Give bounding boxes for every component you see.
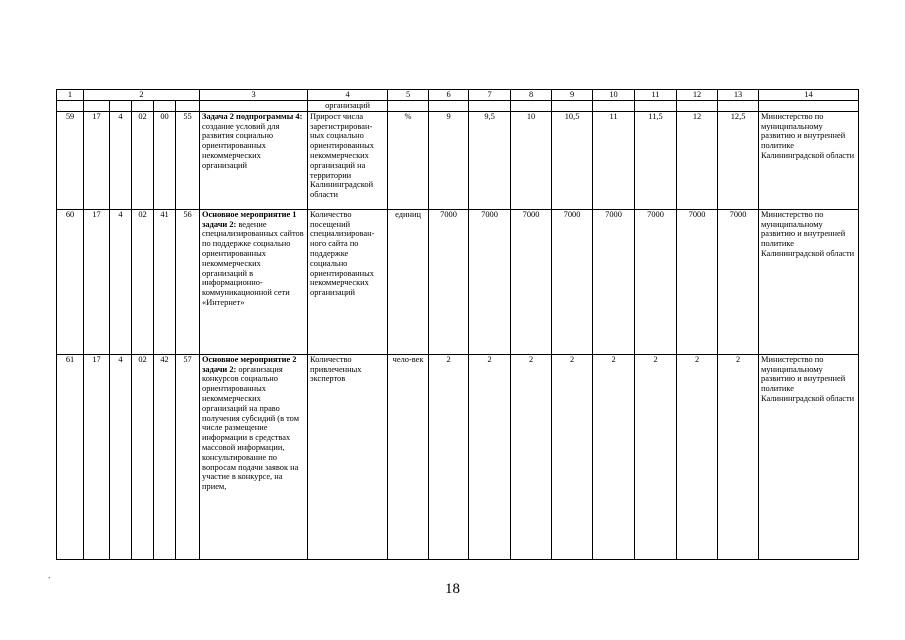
code-cell: 02 (132, 209, 154, 354)
code-cell: 41 (154, 209, 176, 354)
code-cell: 57 (176, 354, 200, 559)
value-cell: 7000 (511, 209, 552, 354)
value-cell: 2 (593, 354, 635, 559)
value-cell: 9 (429, 111, 469, 209)
col-header-11: 11 (635, 90, 677, 101)
value-cell: 11,5 (635, 111, 677, 209)
program-table (56, 89, 859, 560)
col-header-2: 2 (84, 90, 200, 101)
value-cell: 2 (429, 354, 469, 559)
code-cell: 56 (176, 209, 200, 354)
row-number: 59 (57, 111, 84, 209)
indicator-cell: Количество привлеченных экспертов (308, 354, 388, 559)
col-header-10: 10 (593, 90, 635, 101)
code-cell: 17 (84, 354, 110, 559)
row-number: 60 (57, 209, 84, 354)
continuation-row (57, 100, 859, 111)
code-cell: 02 (132, 111, 154, 209)
indicator-cell: Прирост числа зарегистрирован-ных социально ориентированных некоммерческих организаций на территории Калининградской области (308, 111, 388, 209)
page-number: 18 (445, 581, 460, 597)
header-row (57, 90, 859, 101)
task-text: создание условий для развития социально ориентированных некоммерческих организаций (202, 121, 280, 170)
code-cell: 02 (132, 354, 154, 559)
code-cell: 42 (154, 354, 176, 559)
executor-cell: Министерство по муниципальному развитию и внутренней политике Калининградской области (759, 209, 859, 354)
task-description (200, 111, 308, 209)
col-header-7: 7 (469, 90, 511, 101)
continuation-indicator: организаций (308, 100, 388, 111)
indicator-cell: Количество посещений специализирован-ного сайта по поддержке социально ориентированных некоммерческих организаций (308, 209, 388, 354)
code-cell: 4 (110, 209, 132, 354)
value-cell: 12 (677, 111, 718, 209)
value-cell: 10 (511, 111, 552, 209)
unit-cell: единиц (388, 209, 429, 354)
task-description (200, 209, 308, 354)
code-cell: 4 (110, 111, 132, 209)
code-cell: 4 (110, 354, 132, 559)
code-cell: 17 (84, 111, 110, 209)
value-cell: 2 (552, 354, 593, 559)
value-cell: 2 (469, 354, 511, 559)
col-header-13: 13 (718, 90, 759, 101)
value-cell: 7000 (635, 209, 677, 354)
col-header-1: 1 (57, 90, 84, 101)
scan-mark: ‚ (48, 572, 51, 580)
col-header-14: 14 (759, 90, 859, 101)
value-cell: 11 (593, 111, 635, 209)
unit-cell: чело-век (388, 354, 429, 559)
code-cell: 55 (176, 111, 200, 209)
col-header-3: 3 (200, 90, 308, 101)
value-cell: 9,5 (469, 111, 511, 209)
value-cell: 7000 (469, 209, 511, 354)
value-cell: 2 (718, 354, 759, 559)
value-cell: 2 (635, 354, 677, 559)
code-cell: 00 (154, 111, 176, 209)
task-text: ведение специализированных сайтов по поддержке социально ориентированных некоммерческих организаций в информационно-коммуникационной сети «Интернет» (202, 219, 304, 307)
table-row (57, 209, 859, 354)
col-header-6: 6 (429, 90, 469, 101)
value-cell: 2 (677, 354, 718, 559)
task-description (200, 354, 308, 559)
task-title: Основное мероприятие 1 задачи 2: (202, 209, 297, 229)
value-cell: 7000 (677, 209, 718, 354)
col-header-9: 9 (552, 90, 593, 101)
table-row (57, 354, 859, 559)
col-header-8: 8 (511, 90, 552, 101)
task-title: Задача 2 подпрограммы 4: (202, 111, 303, 121)
value-cell: 7000 (552, 209, 593, 354)
value-cell: 7000 (718, 209, 759, 354)
value-cell: 7000 (593, 209, 635, 354)
executor-cell: Министерство по муниципальному развитию и внутренней политике Калининградской области (759, 354, 859, 559)
task-title: Основное мероприятие 2 задачи 2: (202, 354, 297, 374)
col-header-5: 5 (388, 90, 429, 101)
executor-cell: Министерство по муниципальному развитию и внутренней политике Калининградской области (759, 111, 859, 209)
value-cell: 7000 (429, 209, 469, 354)
col-header-4: 4 (308, 90, 388, 101)
value-cell: 10,5 (552, 111, 593, 209)
value-cell: 12,5 (718, 111, 759, 209)
code-cell: 17 (84, 209, 110, 354)
table-row (57, 111, 859, 209)
task-text: организация конкурсов социально ориентированных некоммерческих организаций на право получения субсидий (в том числе размещение информации в средствах массовой информации, консультирование по вопросам подачи заявок на участие в конкурсе, на прием, (202, 364, 299, 492)
col-header-12: 12 (677, 90, 718, 101)
row-number: 61 (57, 354, 84, 559)
unit-cell: % (388, 111, 429, 209)
value-cell: 2 (511, 354, 552, 559)
